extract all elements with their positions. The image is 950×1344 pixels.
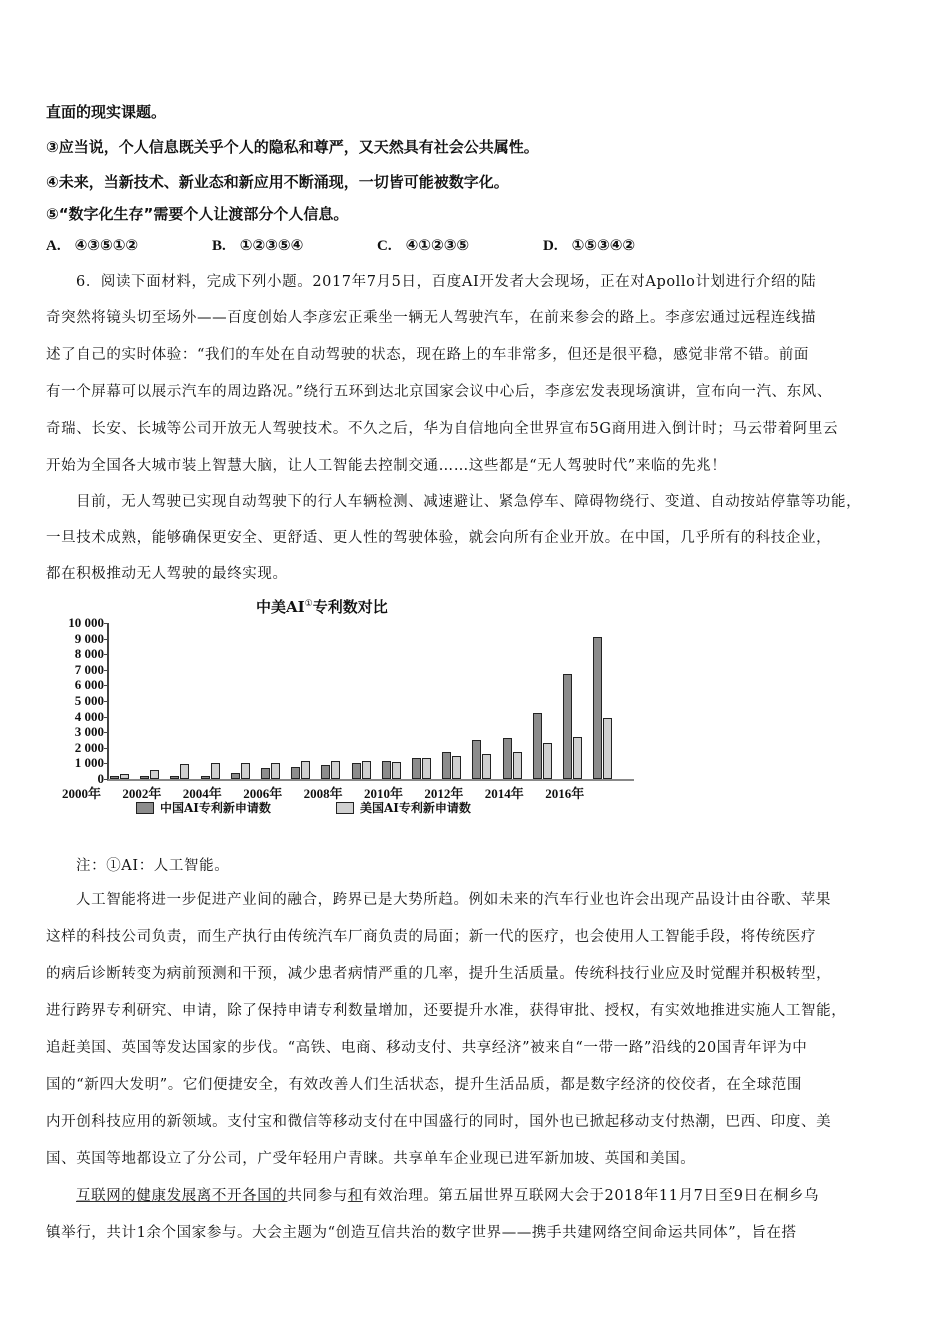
passage-line: 奇突然将镜头切至场外——百度创始人李彦宏正乘坐一辆无人驾驶汽车，在前来参会的路上。李彦宏通过远程连线描 — [46, 310, 817, 326]
bar-china — [170, 776, 179, 779]
x-tick-label: 2002年 — [122, 786, 162, 801]
question-text-line: 直面的现实课题。 — [46, 103, 167, 121]
bar-china — [201, 776, 210, 779]
bar-china — [231, 773, 240, 779]
bar-usa — [392, 762, 401, 779]
bar-china — [110, 776, 119, 779]
passage-line: 追赶美国、英国等发达国家的步伐。“高铁、电商、移动支付、共享经济”被来自“一带一路”沿线的20国青年评为中 — [46, 1040, 808, 1056]
x-tick-label: 2016年 — [545, 786, 585, 801]
bar-usa — [362, 761, 371, 779]
bar-usa — [271, 763, 280, 779]
bar-usa — [482, 754, 491, 779]
x-tick-label: 2010年 — [364, 786, 404, 801]
bar-usa — [603, 718, 612, 779]
y-tick-label: 3 000 — [74, 724, 104, 740]
passage-line: 6．阅读下面材料，完成下列小题。2017年7月5日，百度AI开发者大会现场，正在对Apollo计划进行介绍的陆 — [76, 274, 817, 290]
legend-swatch-light — [336, 802, 354, 814]
underlined-text: 互联网的健康发展离不开各国的 — [76, 1188, 288, 1204]
passage-line: 一旦技术成熟，能够确保更安全、更舒适、更人性的驾驶体验，就会向所有企业开放。在中国，几乎所有的科技企业， — [46, 530, 832, 546]
x-tick-label: 2000年 — [62, 786, 102, 801]
bar-china — [442, 752, 451, 779]
chart-title: 中美AI①专利数对比 — [256, 598, 388, 616]
bar-usa — [543, 743, 552, 779]
passage-line: 开始为全国各大城市装上智慧大脑，让人工智能去控制交通……这些都是“无人驾驶时代”来临的先兆！ — [46, 458, 727, 474]
bar-usa — [120, 774, 129, 779]
y-tick-label: 7 000 — [74, 661, 104, 677]
legend-usa: 美国AI专利新申请数 — [336, 799, 471, 816]
y-tick-label: 1 000 — [74, 755, 104, 771]
bar-usa — [180, 764, 189, 779]
passage-line: 都在积极推动无人驾驶的最终实现。 — [46, 566, 288, 582]
bar-usa — [513, 752, 522, 779]
bar-china — [140, 776, 149, 779]
option-key: D. — [543, 238, 558, 254]
y-tick-mark — [104, 670, 108, 671]
option-key: C. — [377, 238, 392, 254]
bar-china — [291, 767, 300, 779]
y-tick-mark — [104, 717, 108, 718]
bar-china — [472, 740, 481, 779]
y-tick-mark — [104, 748, 108, 749]
bar-china — [412, 758, 421, 779]
legend-china: 中国AI专利新申请数 — [136, 799, 271, 816]
x-tick-label: 2004年 — [182, 786, 222, 801]
passage-line: 的病后诊断转变为病前预测和干预，减少患者病情严重的几率，提升生活质量。传统科技行业应及时觉醒并积极转型， — [46, 966, 832, 982]
y-tick-label: 9 000 — [74, 630, 104, 646]
passage-line: 这样的科技公司负责，而生产执行由传统汽车厂商负责的局面；新一代的医疗，也会使用人工智能手段，将传统医疗 — [46, 929, 817, 945]
option-value: ④③⑤①② — [74, 236, 139, 254]
bar-usa — [150, 770, 159, 779]
y-tick-mark — [104, 623, 108, 624]
y-tick-label: 2 000 — [74, 739, 104, 755]
passage-line: 互联网的健康发展离不开各国的共同参与和有效治理。第五届世界互联网大会于2018年11月7日至9日在桐乡乌 — [76, 1188, 820, 1204]
y-tick-label: 8 000 — [74, 646, 104, 662]
passage-line: 人工智能将进一步促进产业间的融合，跨界已是大势所趋。例如未来的汽车行业也许会出现产品设计由谷歌、苹果 — [76, 892, 831, 908]
option-key: B. — [212, 238, 226, 254]
bar-china — [503, 738, 512, 779]
passage-line: 述了自己的实时体验：“我们的车处在自动驾驶的状态，现在路上的车非常多，但还是很平稳，感觉非常不错。前面 — [46, 347, 810, 363]
statement-3: ③应当说，个人信息既关乎个人的隐私和尊严，又天然具有社会公共属性。 — [46, 138, 539, 156]
y-tick-label: 10 000 — [68, 615, 104, 630]
bar-usa — [241, 763, 250, 779]
bar-usa — [331, 761, 340, 779]
bar-usa — [452, 756, 461, 779]
bar-usa — [211, 763, 220, 779]
option-b[interactable] — [212, 236, 303, 255]
footnote: 注：①AI：人工智能。 — [76, 858, 230, 874]
statement-4: ④未来，当新技术、新业态和新应用不断涌现，一切皆可能被数字化。 — [46, 173, 509, 191]
y-tick-mark — [104, 654, 108, 655]
bar-usa — [573, 737, 582, 779]
passage-line: 进行跨界专利研究、申请，除了保持申请专利数量增加，还要提升水准，获得审批、授权，有实效地推进实施人工智能， — [46, 1003, 847, 1019]
y-tick-label: 6 000 — [74, 677, 104, 693]
option-value: ①⑤③④② — [571, 236, 636, 254]
y-tick-mark — [104, 779, 108, 780]
passage-line: 国的“新四大发明”。它们便捷安全，有效改善人们生活状态，提升生活品质，都是数字经济的佼佼者，在全球范围 — [46, 1077, 802, 1093]
option-value: ①②③⑤④ — [239, 236, 304, 254]
x-axis — [107, 779, 634, 781]
option-d[interactable] — [543, 236, 635, 255]
statement-5: ⑤“数字化生存”需要个人让渡部分个人信息。 — [46, 205, 349, 223]
underlined-text: 和 — [347, 1188, 363, 1204]
y-tick-label: 5 000 — [74, 693, 104, 708]
x-tick-label: 2014年 — [484, 786, 524, 801]
y-tick-mark — [104, 732, 108, 733]
option-value: ④①②③⑤ — [405, 236, 470, 254]
patent-comparison-chart — [46, 596, 636, 828]
y-tick-label: 4 000 — [74, 708, 104, 724]
bar-usa — [301, 761, 310, 779]
y-tick-label: 0 — [97, 771, 104, 786]
bar-china — [261, 768, 270, 779]
y-tick-mark — [104, 763, 108, 764]
legend-swatch-dark — [136, 802, 154, 814]
option-key: A. — [46, 238, 61, 254]
passage-line: 目前，无人驾驶已实现自动驾驶下的行人车辆检测、减速避让、紧急停车、障碍物绕行、变道、自动按站停靠等功能， — [76, 494, 862, 510]
bar-china — [321, 765, 330, 779]
bar-china — [382, 761, 391, 779]
y-tick-mark — [104, 701, 108, 702]
passage-line: 国、英国等地都设立了分公司，广受年轻用户青睐。共享单车企业现已进军新加坡、英国和美国。 — [46, 1151, 696, 1167]
bar-usa — [422, 758, 431, 779]
passage-line: 镇举行，共计1余个国家参与。大会主题为“创造互信共治的数字世界——携手共建网络空间命运共同体”，旨在搭 — [46, 1225, 797, 1241]
x-tick-label: 2012年 — [424, 786, 464, 801]
passage-line: 有一个屏幕可以展示汽车的周边路况。”绕行五环到达北京国家会议中心后，李彦宏发表现场演讲，宣布向一汽、东风、 — [46, 384, 832, 400]
bar-china — [533, 713, 542, 779]
bar-china — [563, 674, 572, 779]
y-tick-mark — [104, 685, 108, 686]
bar-china — [352, 763, 361, 779]
option-c[interactable] — [377, 236, 469, 255]
passage-line: 内开创科技应用的新领域。支付宝和微信等移动支付在中国盛行的同时，国外也已掀起移动支付热潮，巴西、印度、美 — [46, 1114, 832, 1130]
x-tick-label: 2006年 — [243, 786, 283, 801]
x-tick-label: 2008年 — [303, 786, 343, 801]
bar-china — [593, 637, 602, 779]
passage-line: 奇瑞、长安、长城等公司开放无人驾驶技术。不久之后，华为自信地向全世界宣布5G商用进入倒计时；马云带着阿里云 — [46, 421, 839, 437]
y-tick-mark — [104, 639, 108, 640]
option-a[interactable] — [46, 236, 138, 255]
